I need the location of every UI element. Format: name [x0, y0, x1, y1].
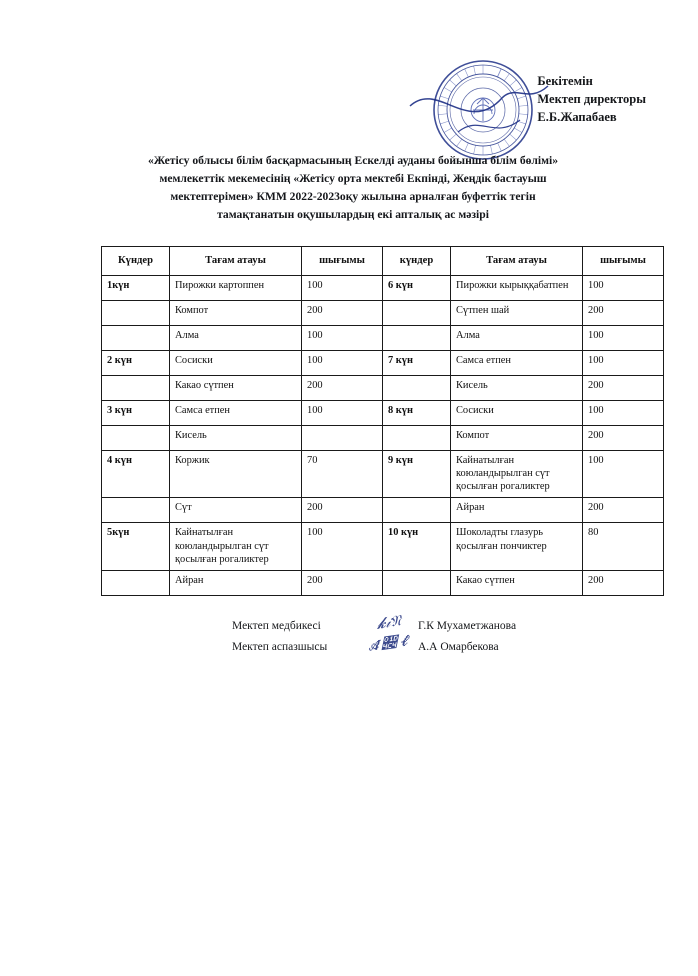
header-qty-2: шығымы: [583, 247, 664, 276]
table-row: [102, 425, 664, 450]
document-title: [58, 152, 648, 224]
header-dish-1: Тағам атауы: [170, 247, 302, 276]
approval-line-1: Бекітемін: [537, 74, 593, 88]
signature-role-nurse: Мектеп медбикесі: [232, 620, 321, 632]
cell-day-right: 7 күн: [383, 350, 451, 375]
table-row: [102, 523, 664, 571]
title-line-2: мемлекеттік мекемесінің «Жетісу орта мектебі Екпінді, Жеңдік бастауыш: [159, 171, 547, 185]
cell-qty-left: 100: [302, 400, 383, 425]
cell-qty-right: 100: [583, 350, 664, 375]
cell-day-left: [102, 375, 170, 400]
cell-day-right: 10 күн: [383, 523, 451, 571]
approval-block: [537, 72, 646, 126]
cell-qty-right: 200: [583, 425, 664, 450]
cell-day-right: [383, 300, 451, 325]
cell-day-right: [383, 498, 451, 523]
menu-table: [101, 246, 664, 596]
cell-dish-right: Сосиски: [451, 400, 583, 425]
header-qty-1: шығымы: [302, 247, 383, 276]
handwritten-signature-nurse: 𝓴𝒾𝔑: [376, 611, 402, 633]
cell-dish-right: Алма: [451, 325, 583, 350]
cell-qty-left: 70: [302, 450, 383, 498]
cell-dish-right: Самса етпен: [451, 350, 583, 375]
table-row: [102, 375, 664, 400]
cell-day-left: [102, 498, 170, 523]
cell-qty-right: 100: [583, 400, 664, 425]
cell-day-left: [102, 425, 170, 450]
table-row: [102, 400, 664, 425]
header-dish-2: Тағам атауы: [451, 247, 583, 276]
signature-role-cook: Мектеп аспазшысы: [232, 641, 328, 654]
cell-day-left: 1күн: [102, 275, 170, 300]
cell-dish-right: Сүтпен шай: [451, 300, 583, 325]
cell-dish-right: Какао сүтпен: [451, 571, 583, 596]
cell-qty-right: 100: [583, 450, 664, 498]
cell-day-left: 2 күн: [102, 350, 170, 375]
cell-dish-left: Айран: [170, 571, 302, 596]
cell-qty-right: 100: [583, 275, 664, 300]
cell-dish-right: Компот: [451, 425, 583, 450]
cell-dish-left: Кайнатылған коюландырылган сүт қосылған рогаликтер: [170, 523, 302, 571]
cell-day-left: 5күн: [102, 523, 170, 571]
signature-row-cook: [232, 631, 516, 658]
cell-qty-right: 80: [583, 523, 664, 571]
cell-qty-right: 100: [583, 325, 664, 350]
cell-qty-left: 200: [302, 300, 383, 325]
title-line-3: мектептерімен» КММ 2022-2023оқу жылына арналған буфеттік тегін: [170, 189, 536, 203]
table-row: [102, 450, 664, 498]
cell-day-right: [383, 325, 451, 350]
title-line-1: «Жетісу облысы білім басқармасының Ескелді ауданы бойынша білім бөлімі»: [147, 154, 559, 167]
table-row: [102, 300, 664, 325]
cell-qty-right: 200: [583, 571, 664, 596]
cell-day-left: [102, 571, 170, 596]
table-row: [102, 498, 664, 523]
cell-qty-left: [302, 425, 383, 450]
cell-qty-left: 200: [302, 498, 383, 523]
cell-dish-right: Айран: [451, 498, 583, 523]
cell-dish-left: Сүт: [170, 498, 302, 523]
cell-dish-left: Самса етпен: [170, 400, 302, 425]
cell-qty-left: 100: [302, 350, 383, 375]
signature-name-nurse: Г.К Мухаметжанова: [418, 620, 517, 632]
cell-dish-left: Компот: [170, 300, 302, 325]
cell-qty-left: 200: [302, 571, 383, 596]
cell-day-left: [102, 325, 170, 350]
approval-line-2: Мектеп директоры: [537, 92, 646, 107]
cell-day-right: [383, 425, 451, 450]
cell-day-right: [383, 375, 451, 400]
approval-line-3: Е.Б.Жапабаев: [537, 110, 617, 125]
cell-qty-right: 200: [583, 300, 664, 325]
table-header-row: [102, 247, 664, 276]
table-row: [102, 350, 664, 375]
signature-block: [232, 611, 517, 659]
handwritten-signature-cook: 𝒜𝓄𝓁: [366, 631, 412, 656]
cell-day-left: 3 күн: [102, 400, 170, 425]
cell-dish-left: Пирожки картоппен: [170, 275, 302, 300]
cell-qty-left: 200: [302, 375, 383, 400]
cell-dish-right: Пирожки кырыққабатпен: [451, 275, 583, 300]
cell-dish-left: Сосиски: [170, 350, 302, 375]
table-row: [102, 571, 664, 596]
header-day-2: күндер: [383, 247, 451, 276]
cell-day-left: [102, 300, 170, 325]
cell-dish-left: Какао сүтпен: [170, 375, 302, 400]
cell-qty-left: 100: [302, 325, 383, 350]
cell-dish-left: Кисель: [170, 425, 302, 450]
cell-dish-left: Алма: [170, 325, 302, 350]
signature-row-nurse: [232, 611, 517, 637]
cell-qty-right: 200: [583, 375, 664, 400]
cell-day-right: 9 күн: [383, 450, 451, 498]
signature-name-cook: А.А Омарбекова: [418, 641, 499, 654]
cell-day-right: 8 күн: [383, 400, 451, 425]
cell-dish-right: Кайнатылған коюландырылган сүт қосылған рогаликтер: [451, 450, 583, 498]
cell-day-left: 4 күн: [102, 450, 170, 498]
cell-dish-right: Шоколадты глазурь қосылған пончиктер: [451, 523, 583, 571]
cell-dish-left: Коржик: [170, 450, 302, 498]
cell-dish-right: Кисель: [451, 375, 583, 400]
menu-table-wrapper: [101, 246, 663, 596]
director-signature-stroke: [410, 86, 548, 112]
cell-qty-left: 100: [302, 523, 383, 571]
cell-qty-left: 100: [302, 275, 383, 300]
cell-day-right: 6 күн: [383, 275, 451, 300]
title-line-4: тамақтанатын оқушылардың екі апталық ас мәзірі: [217, 207, 489, 221]
table-row: [102, 325, 664, 350]
header-day-1: Күндер: [102, 247, 170, 276]
table-row: [102, 275, 664, 300]
cell-qty-right: 200: [583, 498, 664, 523]
cell-day-right: [383, 571, 451, 596]
